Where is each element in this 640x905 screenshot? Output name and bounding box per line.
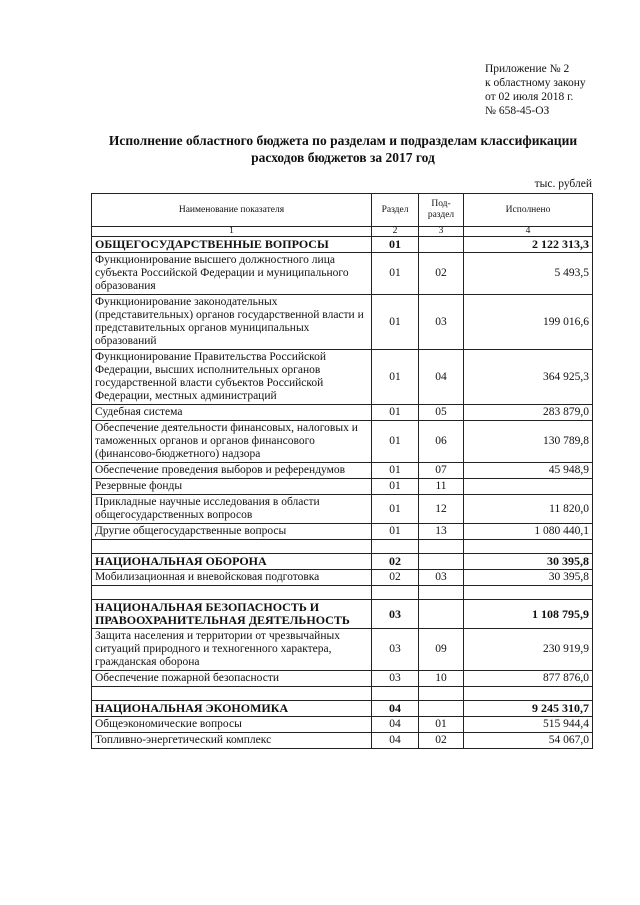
- row-value: 2 122 313,3: [464, 237, 593, 253]
- row-section: 03: [372, 600, 419, 629]
- table-row: [92, 421, 593, 463]
- table-row: [92, 405, 593, 421]
- row-name: Резервные фонды: [92, 479, 372, 495]
- row-value: 30 395,8: [464, 570, 593, 586]
- row-subsection: 09: [419, 629, 464, 671]
- row-name: Функционирование Правительства Российской Федерации, высших исполнительных органов государственной власти субъектов Российской Федерации, местных администраций: [92, 350, 372, 405]
- header-section: Раздел: [372, 194, 419, 227]
- row-section: 01: [372, 295, 419, 350]
- row-section: 04: [372, 701, 419, 717]
- row-section: 01: [372, 350, 419, 405]
- row-value: 283 879,0: [464, 405, 593, 421]
- column-number-row: [92, 227, 593, 237]
- annex-line: № 658-45-ОЗ: [485, 105, 550, 117]
- row-value: 130 789,8: [464, 421, 593, 463]
- row-subsection: 07: [419, 463, 464, 479]
- row-value: 877 876,0: [464, 671, 593, 687]
- row-name: Обеспечение деятельности финансовых, налоговых и таможенных органов и органов финансового (финансово-бюджетного) надзора: [92, 421, 372, 463]
- table-row: [92, 570, 593, 586]
- row-value: 515 944,4: [464, 717, 593, 733]
- row-value: 30 395,8: [464, 554, 593, 570]
- table-row: [92, 295, 593, 350]
- row-value: 230 919,9: [464, 629, 593, 671]
- row-subsection: [419, 701, 464, 717]
- table-row: [92, 600, 593, 629]
- table-row: [92, 237, 593, 253]
- row-value: 11 820,0: [464, 495, 593, 524]
- annex-line: к областному закону: [485, 77, 586, 89]
- row-value: 54 067,0: [464, 733, 593, 749]
- row-subsection: 02: [419, 733, 464, 749]
- annex-block: [485, 62, 586, 118]
- table-row: [92, 463, 593, 479]
- row-section: 03: [372, 671, 419, 687]
- row-name: НАЦИОНАЛЬНАЯ ОБОРОНА: [92, 554, 372, 570]
- row-subsection: 01: [419, 717, 464, 733]
- annex-line: от 02 июля 2018 г.: [485, 91, 574, 103]
- header-executed: Исполнено: [464, 194, 593, 227]
- table-row: [92, 524, 593, 540]
- row-subsection: 12: [419, 495, 464, 524]
- budget-table: [91, 193, 593, 749]
- row-name: Обеспечение проведения выборов и референдумов: [92, 463, 372, 479]
- row-section: 01: [372, 479, 419, 495]
- header-subsection-line: раздел: [427, 210, 455, 220]
- row-subsection: 06: [419, 421, 464, 463]
- table-row: [92, 479, 593, 495]
- row-name: Функционирование высшего должностного лица субъекта Российской Федерации и муниципального образования: [92, 253, 372, 295]
- table-row: [92, 350, 593, 405]
- column-number: 1: [92, 227, 372, 237]
- row-value: 9 245 310,7: [464, 701, 593, 717]
- row-name: Топливно-энергетический комплекс: [92, 733, 372, 749]
- row-name: ОБЩЕГОСУДАРСТВЕННЫЕ ВОПРОСЫ: [92, 237, 372, 253]
- row-section: 04: [372, 733, 419, 749]
- row-subsection: 10: [419, 671, 464, 687]
- row-subsection: 02: [419, 253, 464, 295]
- row-subsection: 03: [419, 295, 464, 350]
- row-subsection: [419, 600, 464, 629]
- spacer-row: [92, 540, 593, 554]
- row-value: 199 016,6: [464, 295, 593, 350]
- table-header-row: [92, 194, 593, 227]
- row-section: 01: [372, 253, 419, 295]
- table-row: [92, 671, 593, 687]
- spacer-row: [92, 586, 593, 600]
- row-name: Судебная система: [92, 405, 372, 421]
- row-name: Прикладные научные исследования в области общегосударственных вопросов: [92, 495, 372, 524]
- row-section: 02: [372, 570, 419, 586]
- row-section: 01: [372, 495, 419, 524]
- row-value: 5 493,5: [464, 253, 593, 295]
- row-name: Защита населения и территории от чрезвычайных ситуаций природного и техногенного характера, гражданская оборона: [92, 629, 372, 671]
- row-name: НАЦИОНАЛЬНАЯ БЕЗОПАСНОСТЬ И ПРАВООХРАНИТЕЛЬНАЯ ДЕЯТЕЛЬНОСТЬ: [92, 600, 372, 629]
- header-name: Наименование показателя: [92, 194, 372, 227]
- column-number: 3: [419, 227, 464, 237]
- row-name: Мобилизационная и вневойсковая подготовка: [92, 570, 372, 586]
- row-section: 01: [372, 421, 419, 463]
- row-subsection: 05: [419, 405, 464, 421]
- table-row: [92, 717, 593, 733]
- header-subsection: [419, 194, 464, 227]
- table-row: [92, 629, 593, 671]
- row-section: 01: [372, 405, 419, 421]
- row-name: Функционирование законодательных (представительных) органов государственной власти и представительных органов муниципальных образований: [92, 295, 372, 350]
- row-subsection: [419, 554, 464, 570]
- row-name: Общеэкономические вопросы: [92, 717, 372, 733]
- row-name: НАЦИОНАЛЬНАЯ ЭКОНОМИКА: [92, 701, 372, 717]
- row-value: 1 080 440,1: [464, 524, 593, 540]
- row-value: 45 948,9: [464, 463, 593, 479]
- row-subsection: 03: [419, 570, 464, 586]
- table-row: [92, 495, 593, 524]
- row-value: 1 108 795,9: [464, 600, 593, 629]
- title-line: Исполнение областного бюджета по разделам и подразделам классификации: [108, 133, 578, 148]
- column-number: 2: [372, 227, 419, 237]
- row-subsection: [419, 237, 464, 253]
- row-section: 04: [372, 717, 419, 733]
- row-section: 01: [372, 463, 419, 479]
- column-number: 4: [464, 227, 593, 237]
- units-label: тыс. рублей: [534, 178, 592, 190]
- document-title: [60, 132, 626, 166]
- table-row: [92, 253, 593, 295]
- row-value: 364 925,3: [464, 350, 593, 405]
- table-row: [92, 733, 593, 749]
- annex-line: Приложение № 2: [485, 63, 570, 75]
- header-subsection-line: Под-: [431, 199, 451, 209]
- title-line: расходов бюджетов за 2017 год: [251, 150, 435, 165]
- spacer-row: [92, 687, 593, 701]
- row-section: 01: [372, 237, 419, 253]
- row-subsection: 04: [419, 350, 464, 405]
- table-row: [92, 701, 593, 717]
- row-subsection: 13: [419, 524, 464, 540]
- row-section: 03: [372, 629, 419, 671]
- row-section: 01: [372, 524, 419, 540]
- row-subsection: 11: [419, 479, 464, 495]
- row-name: Другие общегосударственные вопросы: [92, 524, 372, 540]
- row-section: 02: [372, 554, 419, 570]
- row-name: Обеспечение пожарной безопасности: [92, 671, 372, 687]
- table-row: [92, 554, 593, 570]
- row-value: [464, 479, 593, 495]
